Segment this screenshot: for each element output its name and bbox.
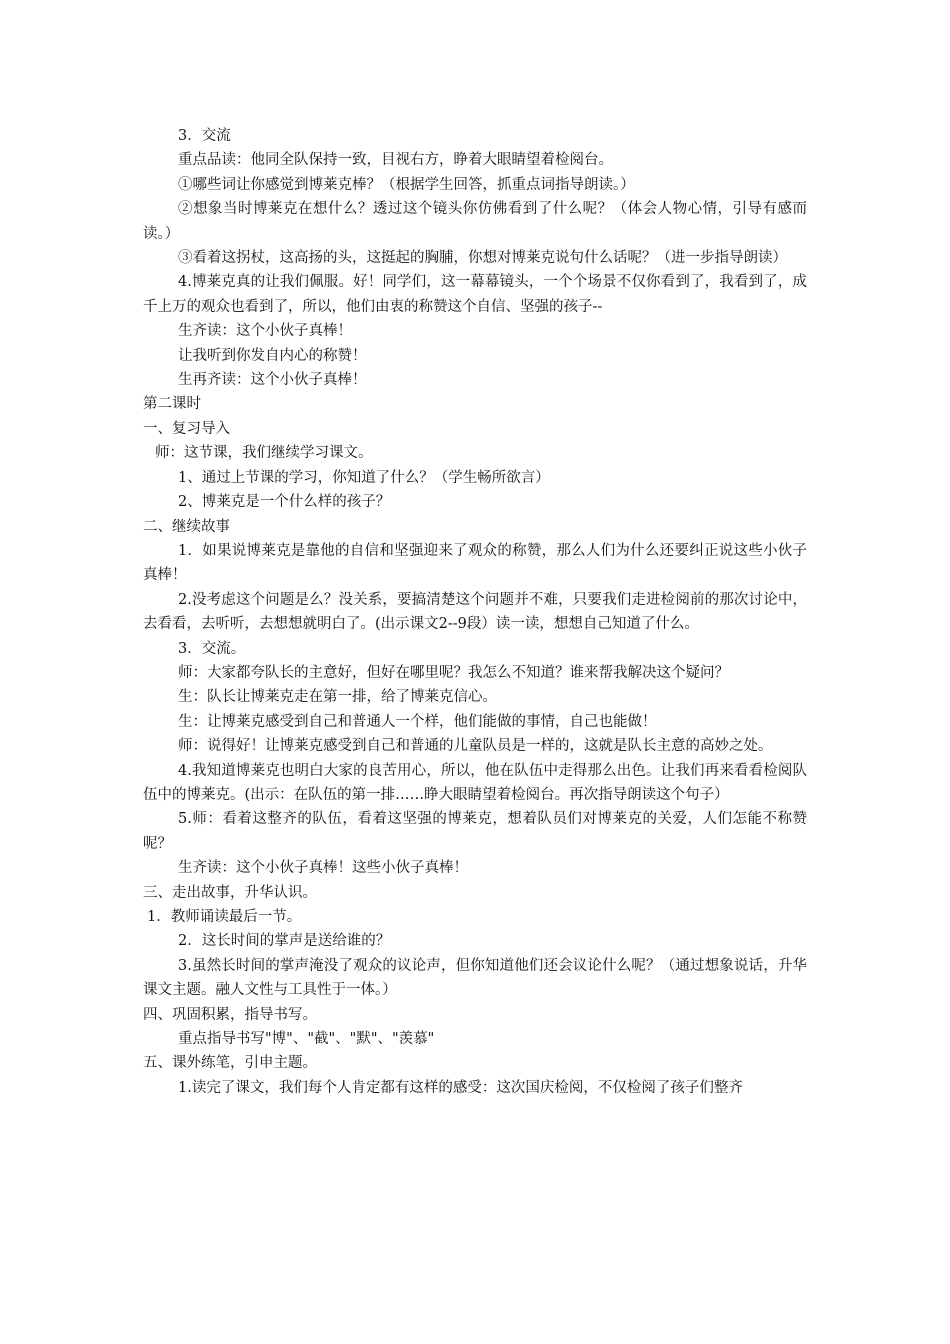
paragraph: 重点品读：他同全队保持一致，目视右方，睁着大眼睛望着检阅台。 <box>178 152 613 169</box>
section-heading: 三、走出故事，升华认识。 <box>143 884 317 901</box>
paragraph: 2、博莱克是一个什么样的孩子？ <box>178 494 391 511</box>
paragraph: 师：说得好！让博莱克感受到自己和普通的儿童队员是一样的，这就是队长主意的高妙之处。 <box>178 738 773 755</box>
paragraph: 4.博莱克真的让我们佩服。好！同学们，这一幕幕镜头，一个个场景不仅你看到了，我看到了，成千上万的观众也看到了，所以，他们由衷的称赞这个自信、坚强的孩子-- <box>143 274 807 315</box>
paragraph: 生：让博莱克感受到自己和普通人一个样，他们能做的事情，自己也能做！ <box>178 713 657 730</box>
paragraph: 3．交流。 <box>178 640 246 657</box>
paragraph: 5.师：看着这整齐的队伍，看着这坚强的博莱克，想着队员们对博莱克的关爱，人们怎能不称赞呢？ <box>143 811 807 852</box>
paragraph: 4.我知道博莱克也明白大家的良苦用心，所以，他在队伍中走得那么出色。让我们再来看看检阅队伍中的博莱克。(出示：在队伍的第一排……睁大眼睛望着检阅台。再次指导朗读这个句子） <box>143 762 807 803</box>
section-heading: 四、巩固积累，指导书写。 <box>143 1006 317 1023</box>
paragraph: 重点指导书写"博"、"截"、"默"、"羡慕" <box>178 1031 435 1048</box>
paragraph: 1．如果说博莱克是靠他的自信和坚强迎来了观众的称赞，那么人们为什么还要纠正说这些小伙子真棒！ <box>143 542 807 584</box>
paragraph: 师：大家都夸队长的主意好，但好在哪里呢？我怎么不知道？谁来帮我解决这个疑问？ <box>178 664 729 681</box>
paragraph: 让我听到你发自内心的称赞！ <box>178 347 367 364</box>
paragraph: 1、通过上节课的学习，你知道了什么？（学生畅所欲言） <box>178 469 550 486</box>
section-heading: 第二课时 <box>143 396 201 413</box>
paragraph: 生齐读：这个小伙子真棒！ <box>178 323 352 340</box>
section-heading: 二、继续故事 <box>143 518 230 535</box>
paragraph: 生齐读：这个小伙子真棒！这些小伙子真棒！ <box>178 860 468 877</box>
paragraph: 1．教师诵读最后一节。 <box>147 909 302 925</box>
paragraph: ③看着这拐杖，这高扬的头，这挺起的胸脯，你想对博莱克说句什么话呢？（进一步指导朗读） <box>178 250 787 267</box>
paragraph: ②想象当时博莱克在想什么？透过这个镜头你仿佛看到了什么呢？（体会人物心情，引导有感而读。） <box>143 201 807 242</box>
paragraph: 生再齐读：这个小伙子真棒！ <box>178 372 367 389</box>
paragraph: 师：这节课，我们继续学习课文。 <box>155 445 373 462</box>
paragraph: 生：队长让博莱克走在第一排，给了博莱克信心。 <box>178 689 497 706</box>
section-heading: 五、课外练笔，引申主题。 <box>143 1055 317 1072</box>
section-heading: 一、复习导入 <box>143 420 230 437</box>
paragraph: ①哪些词让你感觉到博莱克棒？（根据学生回答，抓重点词指导朗读。） <box>178 176 635 193</box>
document-page <box>143 124 807 1100</box>
paragraph: 3．交流 <box>178 128 231 144</box>
paragraph: 2．这长时间的掌声是送给谁的？ <box>178 933 391 950</box>
paragraph: 2.没考虑这个问题是么？没关系，要搞清楚这个问题并不难，只要我们走进检阅前的那次讨论中，去看看，去听听，去想想就明白了。(出示课文2--9段）读一读，想想自己知道了什么。 <box>143 591 807 633</box>
paragraph: 1.读完了课文，我们每个人肯定都有这样的感受：这次国庆检阅，不仅检阅了孩子们整齐 <box>178 1079 743 1096</box>
paragraph: 3.虽然长时间的掌声淹没了观众的议论声，但你知道他们还会议论什么呢？（通过想象说话，升华课文主题。融人文性与工具性于一体。） <box>143 957 807 999</box>
